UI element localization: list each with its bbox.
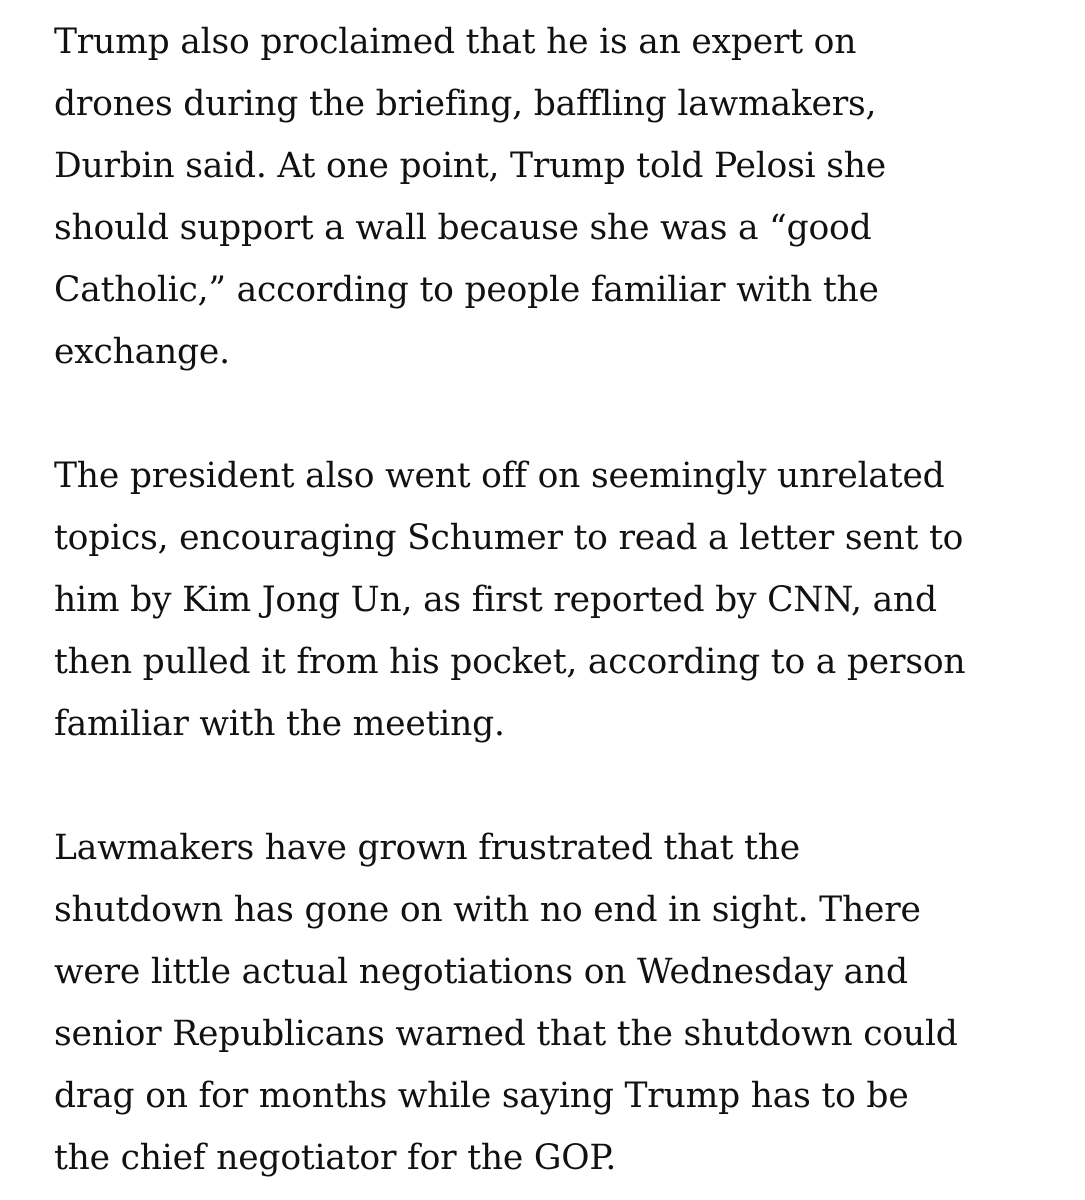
text-line: shutdown has gone on with no end in sight. There xyxy=(54,890,921,930)
text-line: then pulled it from his pocket, according to a person xyxy=(54,642,966,682)
text-line: Trump also proclaimed that he is an expert on xyxy=(54,22,857,62)
text-line: topics, encouraging Schumer to read a letter sent to xyxy=(54,518,964,558)
text-line: Durbin said. At one point, Trump told Pelosi she xyxy=(54,146,886,186)
text-line: The president also went off on seemingly unrelated xyxy=(54,456,945,496)
text-line: Catholic,” according to people familiar with the xyxy=(54,270,879,310)
text-line: the chief negotiator for the GOP. xyxy=(54,1138,617,1178)
text-line: were little actual negotiations on Wednesday and xyxy=(54,952,908,992)
paragraph-shutdown xyxy=(54,817,1054,1189)
text-line: him by Kim Jong Un, as first reported by CNN, and xyxy=(54,580,937,620)
text-line: drag on for months while saying Trump has to be xyxy=(54,1076,909,1116)
paragraph-kim-jong-un-letter xyxy=(54,445,1054,755)
text-line: exchange. xyxy=(54,332,230,372)
paragraph-drones-pelosi xyxy=(54,11,1054,383)
article-body xyxy=(54,11,1054,1189)
text-line: Lawmakers have grown frustrated that the xyxy=(54,828,800,868)
text-line: senior Republicans warned that the shutdown could xyxy=(54,1014,958,1054)
text-line: familiar with the meeting. xyxy=(54,704,505,744)
text-line: drones during the briefing, baffling lawmakers, xyxy=(54,84,877,124)
text-line: should support a wall because she was a “good xyxy=(54,208,872,248)
